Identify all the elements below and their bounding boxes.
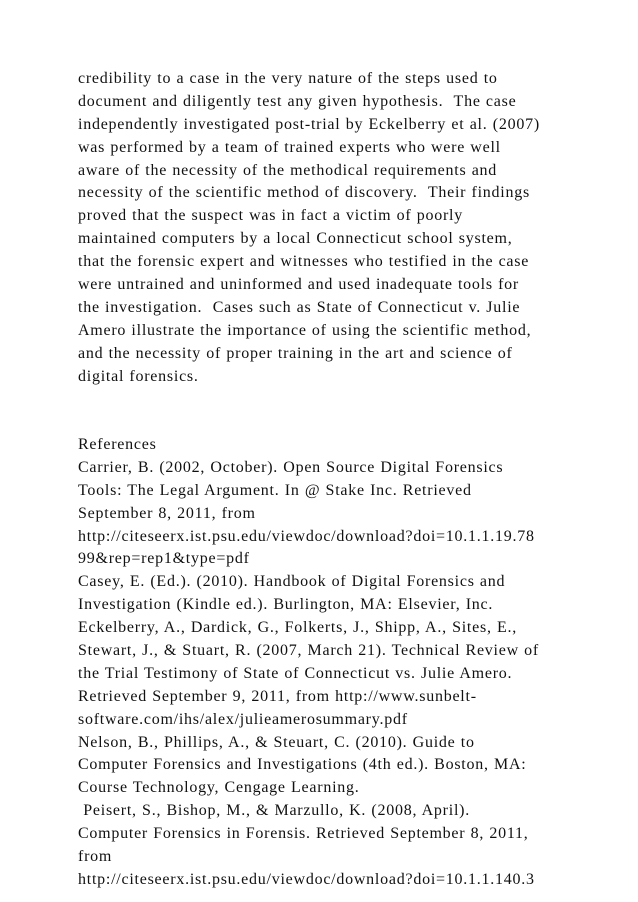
paragraph-line: maintained computers by a local Connecticut school system, [78, 230, 513, 248]
reference-line: Retrieved September 9, 2011, from http://www.sunbelt- [78, 687, 477, 705]
paragraph-line: that the forensic expert and witnesses who testified in the case [78, 253, 530, 271]
reference-line: from [78, 848, 113, 865]
reference-line: Casey, E. (Ed.). (2010). Handbook of Digital Forensics and [78, 573, 506, 591]
reference-line: September 8, 2011, from [78, 504, 256, 522]
paragraph-line: independently investigated post-trial by Eckelberry et al. (2007) [78, 115, 540, 133]
paragraph-line: document and diligently test any given hypothesis. The case [78, 92, 517, 110]
paragraph-line: proved that the suspect was in fact a victim of poorly [78, 207, 463, 225]
paragraph-line: and the necessity of proper training in the art and science of [78, 344, 513, 362]
reference-line: http://citeseerx.ist.psu.edu/viewdoc/download?doi=10.1.1.19.78 [78, 527, 535, 545]
reference-line: Peisert, S., Bishop, M., & Marzullo, K. (2008, April). [78, 802, 470, 820]
reference-line: http://citeseerx.ist.psu.edu/viewdoc/download?doi=10.1.1.140.3 [78, 870, 535, 888]
references-list [78, 457, 618, 892]
reference-line: software.com/ihs/alex/julieamerosummary.pdf [78, 710, 408, 728]
paragraph-line: were untrained and uninformed and used inadequate tools for [78, 276, 520, 294]
reference-line: Course Technology, Cengage Learning. [78, 779, 360, 797]
paragraph-line: Amero illustrate the importance of using the scientific method, [78, 321, 532, 339]
reference-line: Tools: The Legal Argument. In @ Stake Inc. Retrieved [78, 481, 472, 499]
reference-line: Stewart, J., & Stuart, R. (2007, March 21). Technical Review of [78, 641, 539, 659]
document-page [78, 68, 618, 892]
paragraph-line: was performed by a team of trained experts who were well [78, 138, 501, 156]
reference-line: Nelson, B., Phillips, A., & Steuart, C. (2010). Guide to [78, 733, 475, 751]
section-gap [78, 388, 618, 434]
reference-line: Computer Forensics in Forensis. Retrieved September 8, 2011, [78, 825, 529, 843]
paragraph-line: digital forensics. [78, 367, 199, 385]
paragraph-line: the investigation. Cases such as State of Connecticut v. Julie [78, 298, 521, 316]
reference-line: Computer Forensics and Investigations (4th ed.). Boston, MA: [78, 756, 527, 774]
reference-line: the Trial Testimony of State of Connecticut vs. Julie Amero. [78, 664, 513, 682]
paragraph-line: necessity of the scientific method of discovery. Their findings [78, 184, 530, 202]
body-paragraph [78, 68, 618, 388]
references-heading: References [78, 435, 157, 453]
reference-line: Carrier, B. (2002, October). Open Source Digital Forensics [78, 458, 504, 476]
paragraph-line: credibility to a case in the very nature of the steps used to [78, 70, 498, 87]
reference-line: 99&rep=rep1&type=pdf [78, 550, 250, 568]
paragraph-line: aware of the necessity of the methodical requirements and [78, 161, 498, 179]
reference-line: Investigation (Kindle ed.). Burlington, MA: Elsevier, Inc. [78, 596, 494, 614]
reference-line: Eckelberry, A., Dardick, G., Folkerts, J., Shipp, A., Sites, E., [78, 619, 517, 637]
